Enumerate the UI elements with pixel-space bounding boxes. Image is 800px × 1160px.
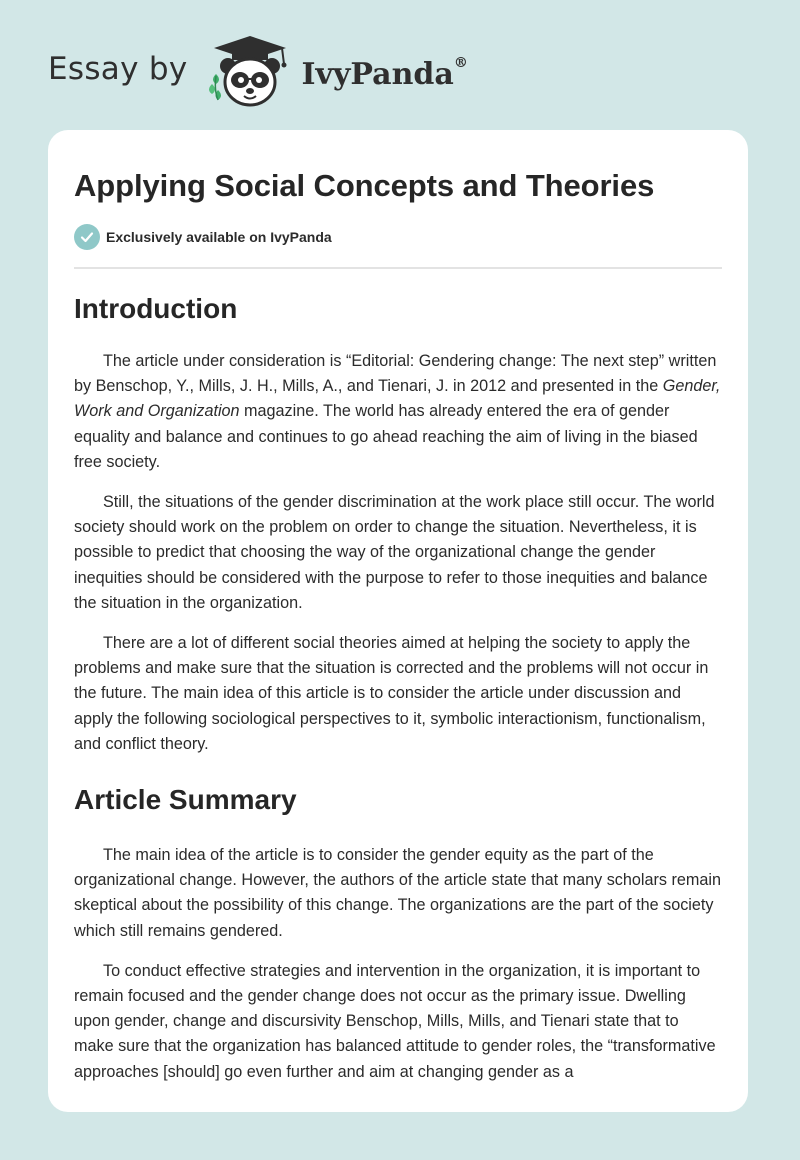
paragraph: There are a lot of different social theories aimed at helping the society to apply the problems and make sure that the situation is corrected and the problems will not occur in the future. The main idea of this article is to consider the article under discussion and apply the following sociological perspectives to it, symbolic interactionism, functionalism, and conflict theory. — [74, 634, 709, 753]
badge-text: Exclusively available on IvyPanda — [106, 229, 332, 245]
paragraph: Still, the situations of the gender discrimination at the work place still occur. The world society should work on the problem on order to change the situation. Nevertheless, it is possible to predict that choosing the way of the organizational change the gender inequities should be considered with the purpose to refer to those inequities and balance the situation in the organization. — [74, 493, 715, 612]
section-heading-introduction: Introduction — [74, 293, 238, 324]
section-heading-article-summary: Article Summary — [74, 784, 297, 816]
brand-name: IvyPanda® — [301, 54, 468, 92]
divider — [74, 267, 722, 269]
site-brand[interactable] — [48, 34, 468, 110]
paragraph: The article under consideration is “Editorial: Gendering change: The next step” written by Benschop, Y., Mills, J. H., Mills, A., and Tienari, J. in 2012 and presented in the Gender, Work and Organization magazine. The world has already entered the era of gender equality and balance and continues to go ahead reaching the aim of living in the biased free society. — [74, 352, 721, 471]
check-icon — [74, 224, 100, 250]
panda-logo-icon — [202, 34, 298, 110]
brand-prefix: Essay by — [48, 51, 188, 87]
journal-title: Gender, Work and Organization — [74, 377, 721, 421]
page-title: Applying Social Concepts and Theories — [74, 168, 655, 203]
paragraph: To conduct effective strategies and intervention in the organization, it is important to remain focused and the gender change does not occur as the primary issue. Dwelling upon gender, change and discursivity Benschop, Mills, Mills, and Tienari state that to make sure that the organization has balanced attitude to gender roles, the “transformative approaches [should] go even further and aim at changing gender as a — [74, 961, 716, 1081]
paragraph: The main idea of the article is to consider the gender equity as the part of the organizational change. However, the authors of the article state that many scholars remain skeptical about the possibility of this change. The organizations are the part of the society which still remains gendered. — [74, 846, 721, 940]
essay-card — [48, 130, 748, 1112]
exclusive-badge — [74, 224, 722, 250]
